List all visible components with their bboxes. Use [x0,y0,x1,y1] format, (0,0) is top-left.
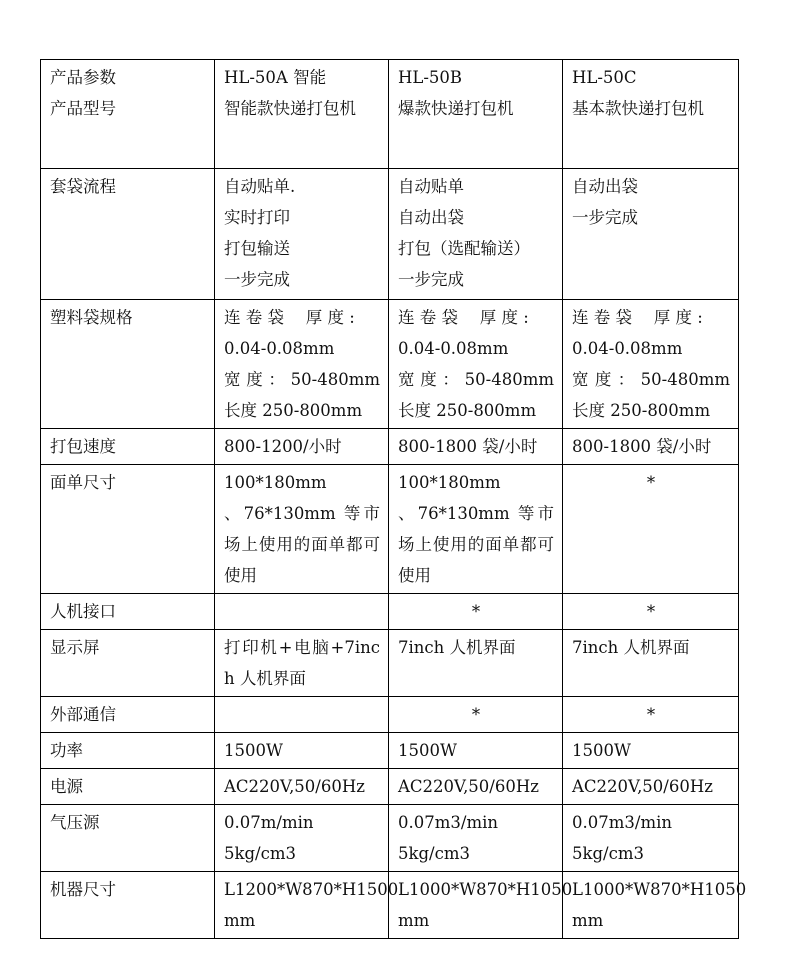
cell-line: 一步完成 [224,270,290,289]
cell-line: 实时打印 [224,208,290,227]
cell-line: 自动出袋 [572,177,638,196]
model-b-code: HL-50B [398,68,463,87]
bagging-a [215,169,389,300]
model-a-code: HL-50A 智能 [224,68,327,87]
row-label-size [41,465,739,594]
cell-line: 一步完成 [572,208,638,227]
cell-text: 打印机+电脑+7inch 人机界面 [224,638,380,688]
row-bag-spec [41,300,739,429]
cell-line: 自动贴单. [224,177,296,196]
row-label: 打包速度 [41,429,215,465]
bag-spec-a [215,300,389,429]
header-row [41,60,739,169]
cell-line: L1000*W870*H1050 [572,880,747,899]
cell-line: 5kg/cm3 [224,844,297,863]
power-b: 1500W [389,733,563,769]
model-a-name: 智能款快递打包机 [224,99,356,118]
cell-line: 宽度：50-480mm 长度 250-800mm [224,370,380,420]
bag-spec-c [563,300,739,429]
row-comm [41,697,739,733]
row-label: 功率 [41,733,215,769]
label-size-a [215,465,393,594]
row-hmi [41,594,739,630]
header-label-cell [41,60,215,169]
display-a [215,630,389,697]
cell-line: 自动出袋 [398,208,464,227]
cell-text: 100*180mm 、76*130mm 等市场上使用的面单都可使用 [398,473,567,585]
display-c: 7inch 人机界面 [563,630,739,697]
header-model-a [215,60,389,169]
hmi-b: * [389,594,563,630]
display-b: 7inch 人机界面 [389,630,563,697]
cell-line: 0.07m/min [224,813,314,832]
power-a: 1500W [215,733,389,769]
cell-line: 宽度：50-480mm 长度 250-800mm [572,370,730,420]
size-a [215,872,399,939]
label-size-c: * [563,465,739,594]
cell-line: 打包（选配输送） [398,239,530,258]
comm-a [215,697,389,733]
model-c-name: 基本款快递打包机 [572,99,704,118]
air-a [215,805,389,872]
row-label: 电源 [41,769,215,805]
cell-line: L1200*W870*H1500 [224,880,399,899]
bag-spec-b [389,300,563,429]
cell-line: 宽度：50-480mm 长度 250-800mm [398,370,554,420]
supply-c: AC220V,50/60Hz [563,769,739,805]
cell-line: 连 卷 袋 厚 度 : [398,308,529,327]
row-label: 塑料袋规格 [41,300,215,429]
hmi-a [215,594,389,630]
row-size [41,872,739,939]
row-label: 气压源 [41,805,215,872]
air-b [389,805,563,872]
bagging-c [563,169,739,300]
cell-line: 自动贴单 [398,177,464,196]
row-label: 机器尺寸 [41,872,215,939]
model-c-code: HL-50C [572,68,637,87]
speed-b: 800-1800 袋/小时 [389,429,563,465]
cell-line: mm [572,911,604,930]
cell-line: 0.04-0.08mm [224,339,335,358]
size-c [563,872,747,939]
cell-line: 0.07m3/min [398,813,498,832]
cell-text: 100*180mm 、76*130mm 等市场上使用的面单都可使用 [224,473,393,585]
cell-line: 5kg/cm3 [572,844,645,863]
cell-line: 打包输送 [224,239,290,258]
row-supply [41,769,739,805]
cell-line: mm [224,911,256,930]
label-size-b [389,465,567,594]
comm-c: * [563,697,739,733]
power-c: 1500W [563,733,739,769]
row-label: 套袋流程 [41,169,215,300]
row-air [41,805,739,872]
cell-line: L1000*W870*H1050 [398,880,573,899]
size-b [389,872,573,939]
cell-line: 0.04-0.08mm [398,339,509,358]
cell-line: mm [398,911,430,930]
header-label-params: 产品参数 [50,68,116,87]
row-bagging [41,169,739,300]
row-power [41,733,739,769]
supply-a: AC220V,50/60Hz [215,769,389,805]
hmi-c: * [563,594,739,630]
spec-table [40,59,747,939]
cell-line: 连 卷 袋 厚 度 : [224,308,355,327]
row-label: 显示屏 [41,630,215,697]
row-display [41,630,739,697]
row-label: 人机接口 [41,594,215,630]
row-speed [41,429,739,465]
header-label-model: 产品型号 [50,99,116,118]
speed-a: 800-1200/小时 [215,429,389,465]
bagging-b [389,169,563,300]
air-c [563,805,739,872]
header-model-c [563,60,739,169]
supply-b: AC220V,50/60Hz [389,769,563,805]
cell-line: 0.04-0.08mm [572,339,683,358]
row-label: 面单尺寸 [41,465,215,594]
header-model-b [389,60,563,169]
model-b-name: 爆款快递打包机 [398,99,514,118]
cell-line: 0.07m3/min [572,813,672,832]
row-label: 外部通信 [41,697,215,733]
comm-b: * [389,697,563,733]
cell-line: 5kg/cm3 [398,844,471,863]
cell-line: 连 卷 袋 厚 度 : [572,308,703,327]
speed-c: 800-1800 袋/小时 [563,429,739,465]
cell-line: 一步完成 [398,270,464,289]
